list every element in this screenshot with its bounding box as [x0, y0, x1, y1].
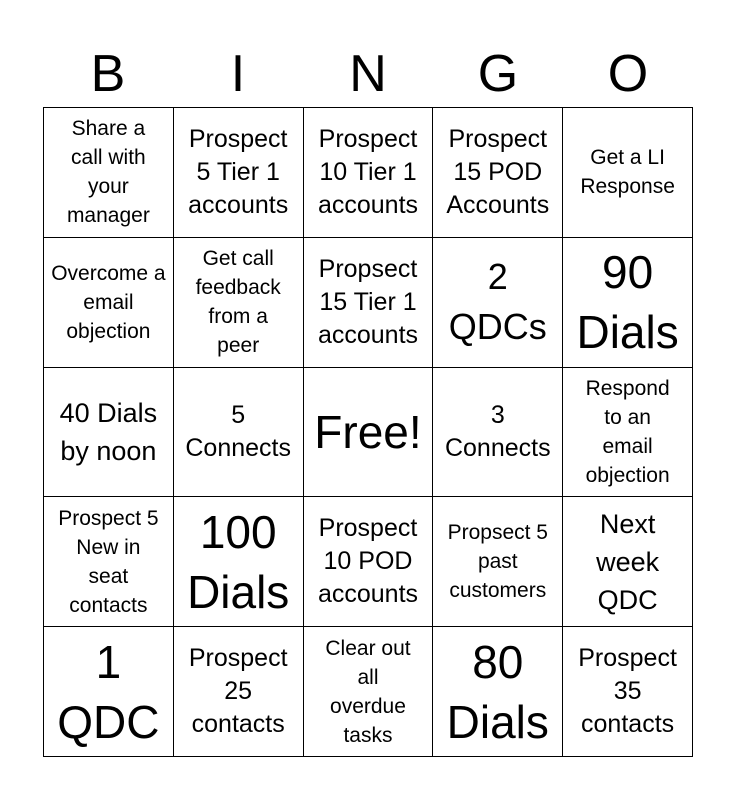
cell-text: Share a call with your manager [66, 117, 150, 228]
cell-text: 40 Dials by noon [59, 397, 158, 466]
bingo-cell[interactable] [433, 627, 563, 757]
cell-text: 100 Dials [187, 505, 290, 618]
bingo-cell[interactable] [304, 627, 434, 757]
bingo-cell[interactable] [304, 108, 434, 238]
bingo-cell[interactable] [433, 238, 563, 368]
bingo-header [43, 40, 693, 108]
bingo-cell[interactable] [174, 108, 304, 238]
cell-text: Respond to an email objection [585, 376, 670, 487]
cell-text: Prospect 5 New in seat contacts [58, 506, 159, 617]
bingo-cell[interactable] [174, 627, 304, 757]
bingo-cell[interactable] [433, 368, 563, 498]
cell-text: Prospect 35 contacts [578, 644, 677, 739]
bingo-cell[interactable] [304, 238, 434, 368]
bingo-cell[interactable] [44, 627, 174, 757]
cell-text: 90 Dials [576, 246, 679, 359]
cell-text: Prospect 10 Tier 1 accounts [317, 124, 419, 219]
cell-text: 80 Dials [446, 635, 549, 748]
bingo-cell[interactable] [433, 497, 563, 627]
cell-text: Prospect 5 Tier 1 accounts [188, 124, 289, 219]
bingo-cell[interactable] [174, 368, 304, 498]
cell-text: Overcome a email objection [51, 261, 166, 343]
header-letter-n: N [349, 45, 387, 103]
bingo-cell[interactable] [44, 368, 174, 498]
bingo-cell[interactable] [563, 497, 693, 627]
cell-text: 5 Connects [185, 400, 291, 462]
bingo-cell[interactable] [563, 368, 693, 498]
cell-text: Prospect 25 contacts [188, 644, 288, 739]
bingo-cell[interactable] [44, 108, 174, 238]
bingo-cell[interactable] [174, 238, 304, 368]
header-letter-b: B [90, 45, 126, 103]
bingo-cell[interactable] [174, 497, 304, 627]
bingo-cell[interactable] [563, 108, 693, 238]
cell-text: Prospect 15 POD Accounts [446, 124, 550, 219]
bingo-cell[interactable] [563, 238, 693, 368]
cell-text: Clear out all overdue tasks [325, 636, 411, 747]
cell-text: Prospect 10 POD accounts [317, 514, 419, 609]
cell-text: Propsect 5 past customers [447, 521, 548, 603]
cell-text: Next week QDC [596, 508, 660, 615]
bingo-cell[interactable] [44, 238, 174, 368]
bingo-cell[interactable] [433, 108, 563, 238]
bingo-cell[interactable] [563, 627, 693, 757]
header-letter-g: G [477, 45, 519, 103]
cell-text: Get call feedback from a peer [195, 247, 281, 358]
bingo-cell[interactable] [44, 497, 174, 627]
bingo-cell[interactable] [304, 497, 434, 627]
header-letter-o: O [607, 45, 649, 103]
cell-text: Propsect 15 Tier 1 accounts [317, 254, 419, 349]
cell-text: 3 Connects [444, 400, 551, 462]
header-letter-i: I [230, 45, 246, 103]
cell-text: 2 QDCs [448, 256, 547, 348]
cell-text: Free! [314, 405, 422, 458]
cell-text: Get a LI Response [580, 146, 675, 199]
bingo-grid [43, 107, 693, 757]
bingo-cell[interactable] [304, 368, 434, 498]
cell-text: 1 QDC [57, 635, 160, 748]
